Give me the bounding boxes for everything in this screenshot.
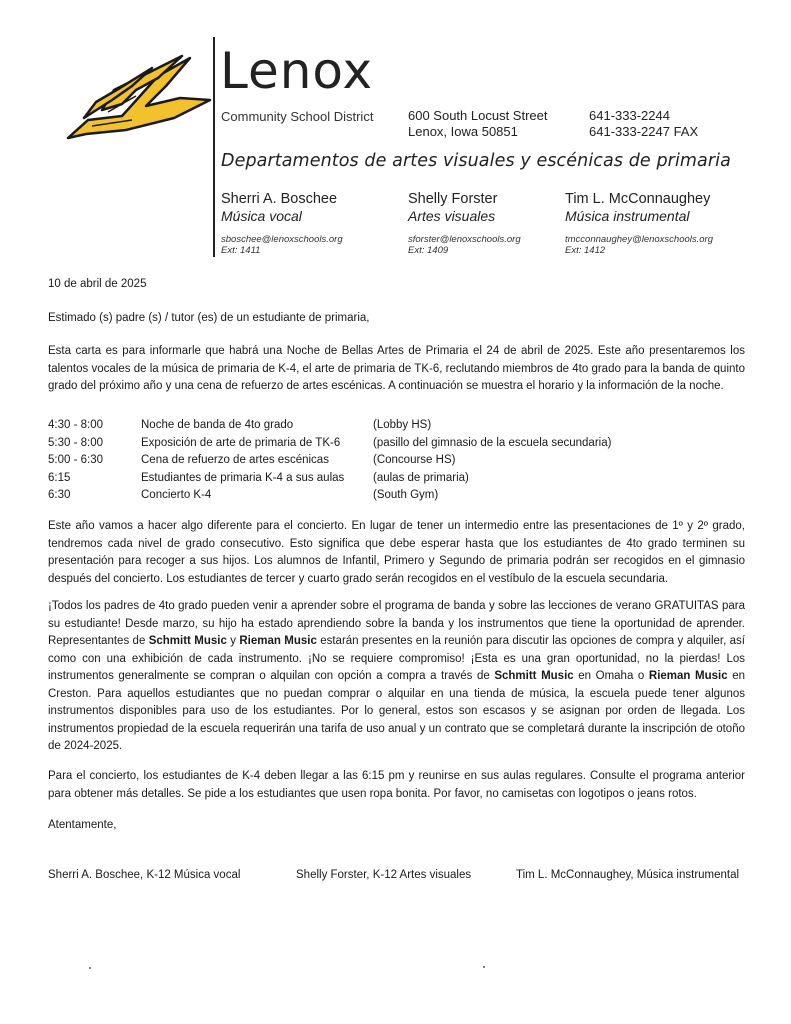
letter-closing: Atentamente,	[48, 819, 117, 831]
paragraph-concert-change: Este año vamos a hacer algo diferente para el concierto. En lugar de tener un intermedio entre las presentaciones de 1º y 2º grado, tendremos cada nivel de grado consecutivo. Esto significa que debe esperar hasta que los estudiantes de 4to grado terminen su presentación para recoger a sus hijos. Los alumnos de Infantil, Primero y Segundo de primaria podrán ser recogidos en el gimnasio después del concierto. Los estudiantes de tercer y cuarto grado serán recogidos en el vestíbulo de la escuela secundaria.	[48, 520, 745, 585]
district-name: Lenox	[220, 42, 374, 100]
vendor-name: Rieman Music	[648, 670, 728, 682]
address-block	[408, 108, 547, 140]
letter-greeting: Estimado (s) padre (s) / tutor (es) de un estudiante de primaria,	[48, 312, 370, 324]
phone-number: 641-333-2244	[589, 108, 670, 123]
staff-ext: Ext: 1411	[221, 245, 261, 256]
staff-email: sforster@lenoxschools.org	[408, 234, 521, 245]
schedule-place: (Concourse HS)	[373, 454, 456, 466]
department-title: Departamentos de artes visuales y escénicas de primaria	[221, 151, 731, 171]
scan-speck	[483, 966, 485, 968]
staff-name: Sherri A. Boschee	[221, 191, 338, 207]
lenox-logo	[62, 52, 212, 144]
schedule-place: (pasillo del gimnasio de la escuela secundaria)	[373, 436, 612, 449]
staff-email: tmcconnaughey@lenoxschools.org	[565, 234, 714, 245]
staff-email: sboschee@lenoxschools.org	[221, 234, 343, 245]
fax-number: 641-333-2247 FAX	[589, 124, 699, 139]
schedule-time: 5:00 - 6:30	[48, 454, 103, 466]
schedule-place: (aulas de primaria)	[373, 471, 469, 484]
staff-ext: Ext: 1412	[565, 245, 606, 256]
vendor-name: Schmitt Music	[494, 670, 574, 682]
schedule-time: 4:30 - 8:00	[48, 419, 103, 431]
staff-name: Shelly Forster	[408, 191, 498, 207]
vendor-name: Rieman Music	[239, 635, 317, 647]
schedule-time: 5:30 - 8:00	[48, 436, 103, 449]
vendor-name: Schmitt Music	[148, 635, 227, 647]
schedule-event: Noche de banda de 4to grado	[141, 419, 294, 431]
schedule-time: 6:15	[48, 471, 71, 484]
schedule-event: Concierto K-4	[141, 489, 212, 501]
schedule-place: (Lobby HS)	[373, 419, 432, 431]
paragraph-concert-arrival: Para el concierto, los estudiantes de K-4 deben llegar a las 6:15 pm y reunirse en sus aulas regulares. Consulte el programa anterior para obtener más detalles. Se pide a los estudiantes que usen ropa bonita. Por favor, no camisetas con logotipos o jeans rotos.	[48, 770, 745, 800]
schedule-time: 6:30	[48, 489, 71, 501]
signature: Shelly Forster, K-12 Artes visuales	[296, 869, 472, 881]
signature: Tim L. McConnaughey, Música instrumental	[516, 869, 740, 881]
letterhead-divider	[213, 37, 215, 257]
phone-block	[589, 108, 698, 140]
letter-date: 10 de abril de 2025	[48, 278, 147, 290]
staff-role: Artes visuales	[408, 208, 496, 224]
address-line1: 600 South Locust Street	[408, 108, 548, 123]
schedule-event: Estudiantes de primaria K-4 a sus aulas	[141, 471, 345, 484]
staff-contact	[408, 190, 521, 256]
staff-role: Música vocal	[221, 208, 302, 224]
address-line2: Lenox, Iowa 50851	[408, 124, 518, 139]
staff-contact	[221, 190, 343, 256]
staff-name: Tim L. McConnaughey	[565, 191, 711, 207]
schedule-event: Cena de refuerzo de artes escénicas	[141, 454, 329, 466]
staff-ext: Ext: 1409	[408, 245, 449, 256]
district-subtitle: Community School District	[221, 109, 374, 124]
staff-contact	[565, 190, 713, 256]
scan-speck	[89, 967, 91, 969]
schedule-place: (South Gym)	[373, 489, 439, 501]
paragraph-band-info: ¡Todos los padres de 4to grado pueden venir a aprender sobre el programa de banda y sobre las lecciones de verano GRATUITAS para su estudiante! Desde marzo, su hijo ha estado aprendiendo sobre la banda y los instrumentos que tiene la oportunidad de aprender. Representantes de Schmitt Music y Rieman Music estarán presentes en la reunión para discutir las opciones de compra y alquiler, así como con una exhibición de cada instrumento. ¡No se requiere compromiso! ¡Esta es una gran oportunidad, no la pierdas! Los instrumentos generalmente se compran o alquilan con opción a compra a través de Schmitt Music en Omaha o Rieman Music en Creston. Para aquellos estudiantes que no puedan comprar o alquilar en una tienda de música, la escuela puede tener algunos instrumentos disponibles para uso de los estudiantes. Por lo general, estos son escasos y se asignan por orden de llegada. Los instrumentos propiedad de la escuela requerirán una tarifa de uso anual y un contrato que se completará durante la inscripción de otoño de 2024-2025.	[48, 600, 745, 752]
signature-line	[48, 867, 748, 885]
schedule-event: Exposición de arte de primaria de TK-6	[141, 436, 341, 449]
staff-role: Música instrumental	[565, 208, 690, 224]
signature: Sherri A. Boschee, K-12 Música vocal	[48, 869, 241, 881]
paragraph-intro: Esta carta es para informarle que habrá una Noche de Bellas Artes de Primaria el 24 de abril de 2025. Este año presentaremos los talentos vocales de la música de primaria de K-4, el arte de primaria de TK-6, reclutando miembros de 4to grado para la banda de quinto grado del próximo año y una cena de refuerzo de artes escénicas. A continuación se muestra el horario y la información de la noche.	[48, 345, 745, 392]
